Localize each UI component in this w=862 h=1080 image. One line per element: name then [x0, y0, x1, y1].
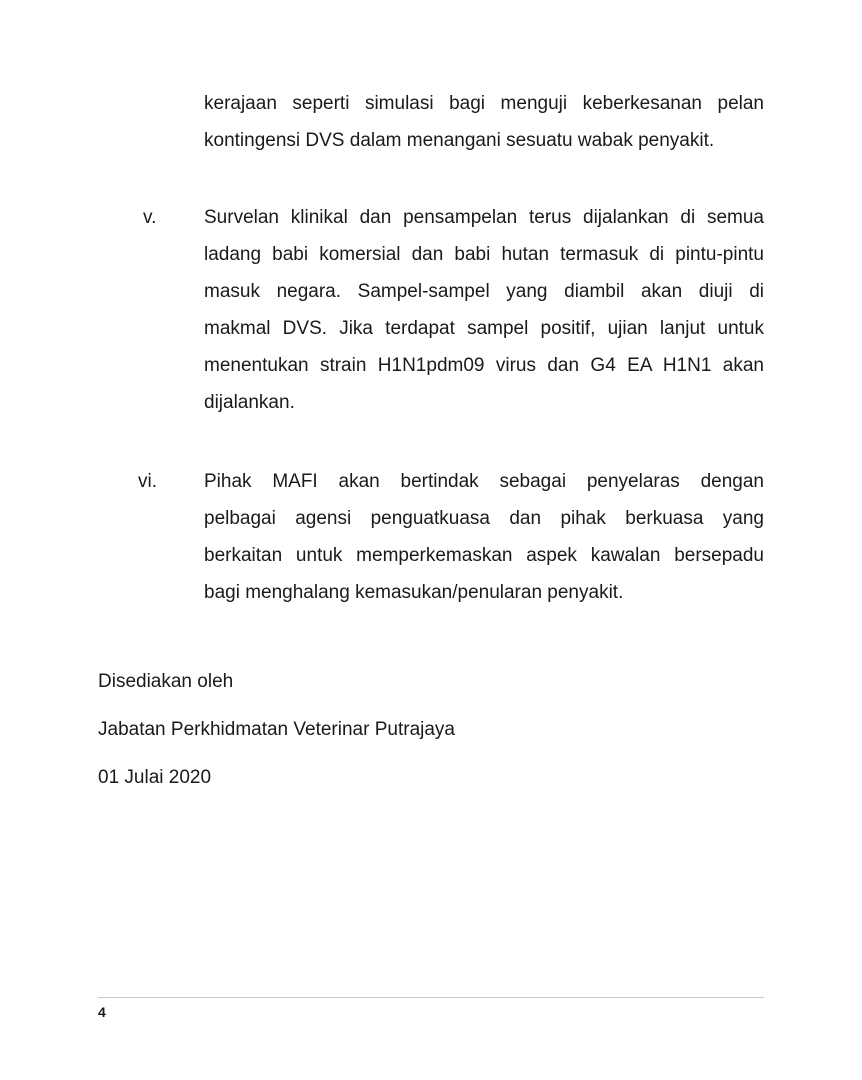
paragraph-line: berkaitan untuk memperkemaskan aspek kawalan bersepadu — [204, 545, 764, 566]
department-name: Jabatan Perkhidmatan Veterinar Putrajaya — [98, 719, 455, 740]
paragraph-line: kontingensi DVS dalam menangani sesuatu wabak penyakit. — [204, 130, 715, 151]
paragraph-line: Survelan klinikal dan pensampelan terus dijalankan di semua — [204, 207, 764, 228]
document-date: 01 Julai 2020 — [98, 767, 212, 788]
paragraph-line: kerajaan seperti simulasi bagi menguji keberkesanan pelan — [204, 93, 764, 114]
paragraph-line: Pihak MAFI akan bertindak sebagai penyelaras dengan — [204, 471, 764, 492]
paragraph-line: pelbagai agensi penguatkuasa dan pihak berkuasa yang — [204, 508, 764, 529]
paragraph-line: bagi menghalang kemasukan/penularan penyakit. — [204, 582, 624, 603]
prepared-by-label: Disediakan oleh — [98, 671, 234, 692]
paragraph-line: masuk negara. Sampel-sampel yang diambil akan diuji di — [204, 281, 764, 302]
paragraph-line: ladang babi komersial dan babi hutan termasuk di pintu-pintu — [204, 244, 764, 265]
list-marker-v: v. — [143, 207, 157, 228]
list-marker-vi: vi. — [138, 471, 157, 492]
page-number: 4 — [98, 1004, 106, 1020]
paragraph-line: dijalankan. — [204, 392, 295, 413]
paragraph-line: makmal DVS. Jika terdapat sampel positif, ujian lanjut untuk — [204, 318, 764, 339]
paragraph-line: menentukan strain H1N1pdm09 virus dan G4 EA H1N1 akan — [204, 355, 764, 376]
footer-divider — [98, 997, 764, 998]
